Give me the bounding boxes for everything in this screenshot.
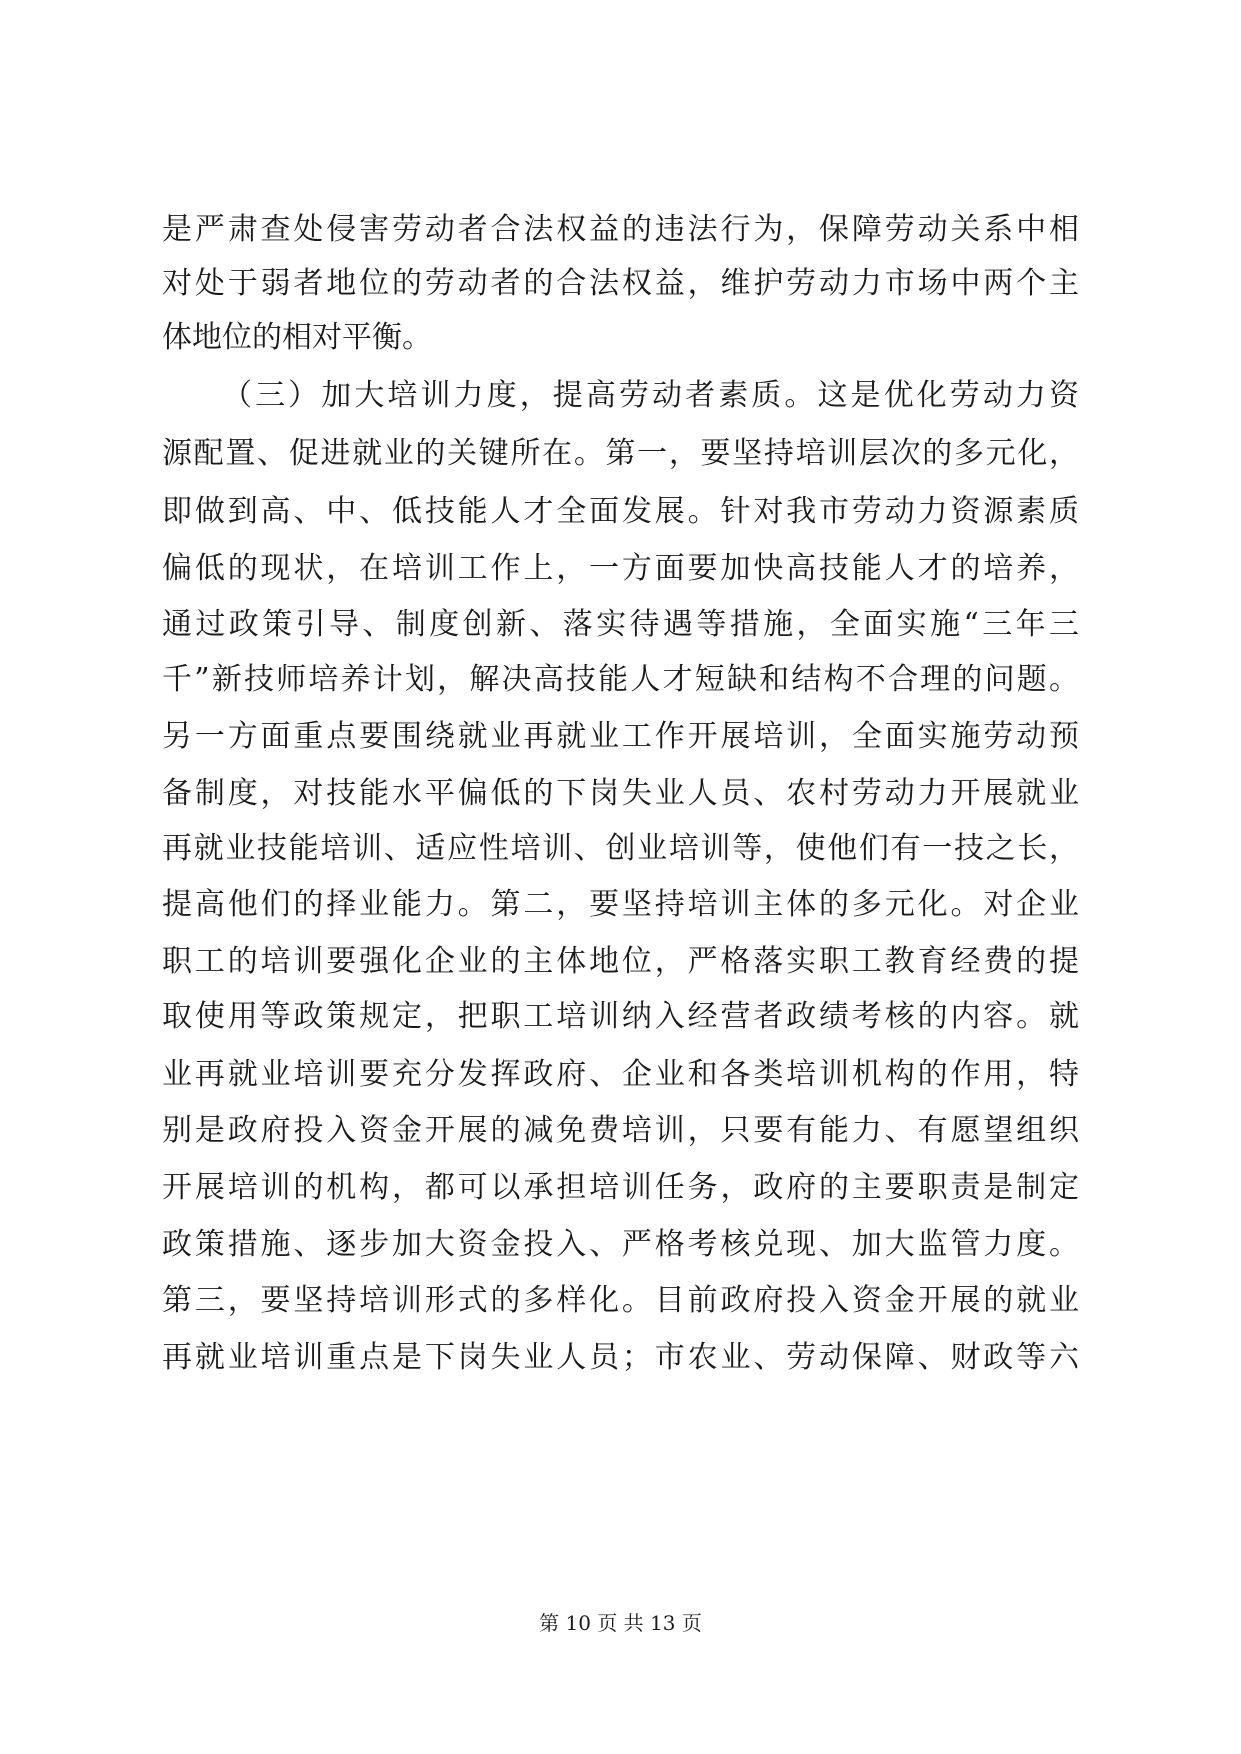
text-line: 再就业技能培训、适应性培训、创业培训等，使他们有一技之长， bbox=[162, 831, 1079, 866]
text-line: 第三，要坚持培训形式的多样化。目前政府投入资金开展的就业 bbox=[162, 1283, 1079, 1318]
text-line: 源配置、促进就业的关键所在。第一，要坚持培训层次的多元化， bbox=[162, 436, 1079, 471]
text-line: 千”新技师培养计划，解决高技能人才短缺和结构不合理的问题。 bbox=[162, 662, 1079, 697]
text-line: 别是政府投入资金开展的减免费培训，只要有能力、有愿望组织 bbox=[162, 1113, 1079, 1148]
text-line: 对处于弱者地位的劳动者的合法权益，维护劳动力市场中两个主 bbox=[162, 266, 1079, 301]
text-line: 备制度，对技能水平偏低的下岗失业人员、农村劳动力开展就业 bbox=[162, 776, 1079, 811]
text-line: 另一方面重点要围绕就业再就业工作开展培训，全面实施劳动预 bbox=[162, 719, 1079, 754]
text-line: 提高他们的择业能力。第二，要坚持培训主体的多元化。对企业 bbox=[162, 887, 1079, 922]
text-line: 再就业培训重点是下岗失业人员；市农业、劳动保障、财政等六 bbox=[162, 1340, 1079, 1375]
text-line: 体地位的相对平衡。 bbox=[162, 320, 432, 355]
text-line: 开展培训的机构，都可以承担培训任务，政府的主要职责是制定 bbox=[162, 1170, 1079, 1205]
text-line: 取使用等政策规定，把职工培训纳入经营者政绩考核的内容。就 bbox=[162, 999, 1079, 1034]
text-line: 业再就业培训要充分发挥政府、企业和各类培训机构的作用，特 bbox=[162, 1057, 1079, 1092]
page-number-footer: 第 10 页 共 13 页 bbox=[539, 1611, 702, 1635]
text-line: 即做到高、中、低技能人才全面发展。针对我市劳动力资源素质 bbox=[162, 494, 1079, 529]
text-line: 偏低的现状，在培训工作上，一方面要加快高技能人才的培养， bbox=[162, 551, 1079, 586]
text-line: 政策措施、逐步加大资金投入、严格考核兑现、加大监管力度。 bbox=[162, 1227, 1079, 1262]
text-line: 职工的培训要强化企业的主体地位，严格落实职工教育经费的提 bbox=[162, 944, 1079, 979]
paragraph-first-line: （三）加大培训力度，提高劳动者素质。这是优化劳动力资 bbox=[222, 378, 1079, 413]
text-line: 是严肃查处侵害劳动者合法权益的违法行为，保障劳动关系中相 bbox=[162, 212, 1079, 247]
text-line: 通过政策引导、制度创新、落实待遇等措施，全面实施“三年三 bbox=[162, 607, 1079, 642]
